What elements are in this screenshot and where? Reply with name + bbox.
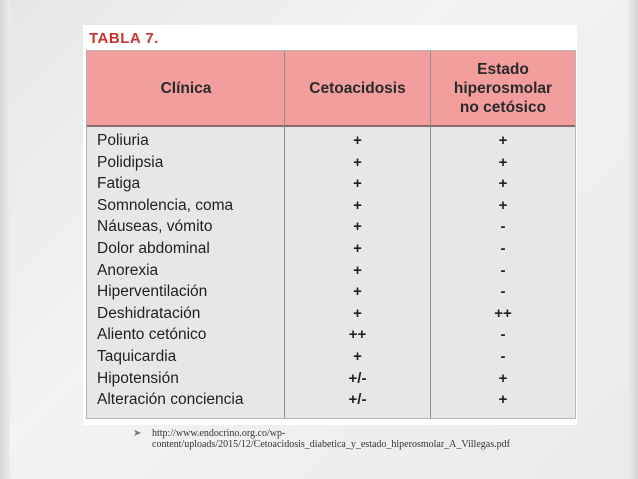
row-symptom: Anorexia <box>97 261 159 279</box>
table-row <box>87 195 575 217</box>
row-estado-value: - <box>500 326 506 344</box>
table-row <box>87 130 575 152</box>
column-divider <box>284 51 285 418</box>
source-line-1: http://www.endocrino.org.co/wp- <box>152 428 286 439</box>
row-cetoacidosis-value: + <box>353 175 362 193</box>
row-cetoacidosis-value: + <box>353 304 362 322</box>
header-estado-hiperosmolar: Estado hiperosmolar no cetósico <box>453 60 553 116</box>
table-row <box>87 368 575 390</box>
row-cetoacidosis-value: + <box>353 132 362 149</box>
table-row <box>87 260 575 282</box>
row-symptom: Poliuria <box>97 132 149 149</box>
row-cetoacidosis-value: + <box>353 240 362 257</box>
row-estado-value: + <box>498 132 508 149</box>
row-symptom: Deshidratación <box>97 304 201 322</box>
row-estado-value: + <box>498 175 508 193</box>
table-row <box>87 173 575 195</box>
row-symptom: Alteración conciencia <box>97 391 244 409</box>
clinical-table <box>86 50 576 419</box>
row-symptom: Polidipsia <box>97 153 164 171</box>
table-row <box>87 324 575 346</box>
row-cetoacidosis-value: + <box>353 283 362 301</box>
row-estado-value: - <box>500 283 506 301</box>
table-row <box>87 216 575 238</box>
row-estado-value: + <box>498 391 508 409</box>
table-title: TABLA 7. <box>89 30 159 47</box>
row-cetoacidosis-value: + <box>353 218 362 236</box>
source-line-2: content/uploads/2015/12/Cetoacidosis_diabetica_y_estado_hiperosmolar_A_Villegas.pdf <box>152 439 510 450</box>
row-symptom: Náuseas, vómito <box>97 218 213 236</box>
row-cetoacidosis-value: + <box>353 261 362 279</box>
column-divider <box>430 51 431 418</box>
row-symptom: Somnolencia, coma <box>97 196 234 214</box>
row-estado-value: - <box>500 348 506 365</box>
row-estado-value: + <box>498 153 508 171</box>
table-row <box>87 303 575 325</box>
table-row <box>87 238 575 260</box>
source-citation[interactable] <box>152 428 622 450</box>
header-clinica: Clínica <box>160 79 212 97</box>
row-cetoacidosis-value: +/- <box>348 369 367 387</box>
bullet-arrow-icon: ➤ <box>133 428 142 439</box>
header-cetoacidosis: Cetoacidosis <box>309 79 406 97</box>
row-estado-value: ++ <box>494 304 512 322</box>
row-estado-value: - <box>500 218 506 236</box>
table-row <box>87 281 575 303</box>
table-row <box>87 389 575 411</box>
row-estado-value: - <box>500 240 506 257</box>
table-row <box>87 152 575 174</box>
slide-edge-left <box>0 0 10 479</box>
row-cetoacidosis-value: + <box>353 153 362 171</box>
row-cetoacidosis-value: + <box>353 348 362 365</box>
row-cetoacidosis-value: +/- <box>348 391 367 409</box>
row-estado-value: + <box>498 369 508 387</box>
row-symptom: Hiperventilación <box>97 283 208 301</box>
row-cetoacidosis-value: ++ <box>348 326 367 344</box>
row-symptom: Fatiga <box>97 175 141 193</box>
table-header <box>87 51 575 127</box>
row-symptom: Taquicardia <box>97 348 177 365</box>
row-estado-value: + <box>498 196 508 214</box>
table-row <box>87 346 575 368</box>
row-symptom: Aliento cetónico <box>97 326 207 344</box>
row-symptom: Hipotensión <box>97 369 179 387</box>
row-estado-value: - <box>500 261 506 279</box>
row-symptom: Dolor abdominal <box>97 240 210 257</box>
row-cetoacidosis-value: + <box>353 196 362 214</box>
slide-edge-right <box>628 0 638 479</box>
